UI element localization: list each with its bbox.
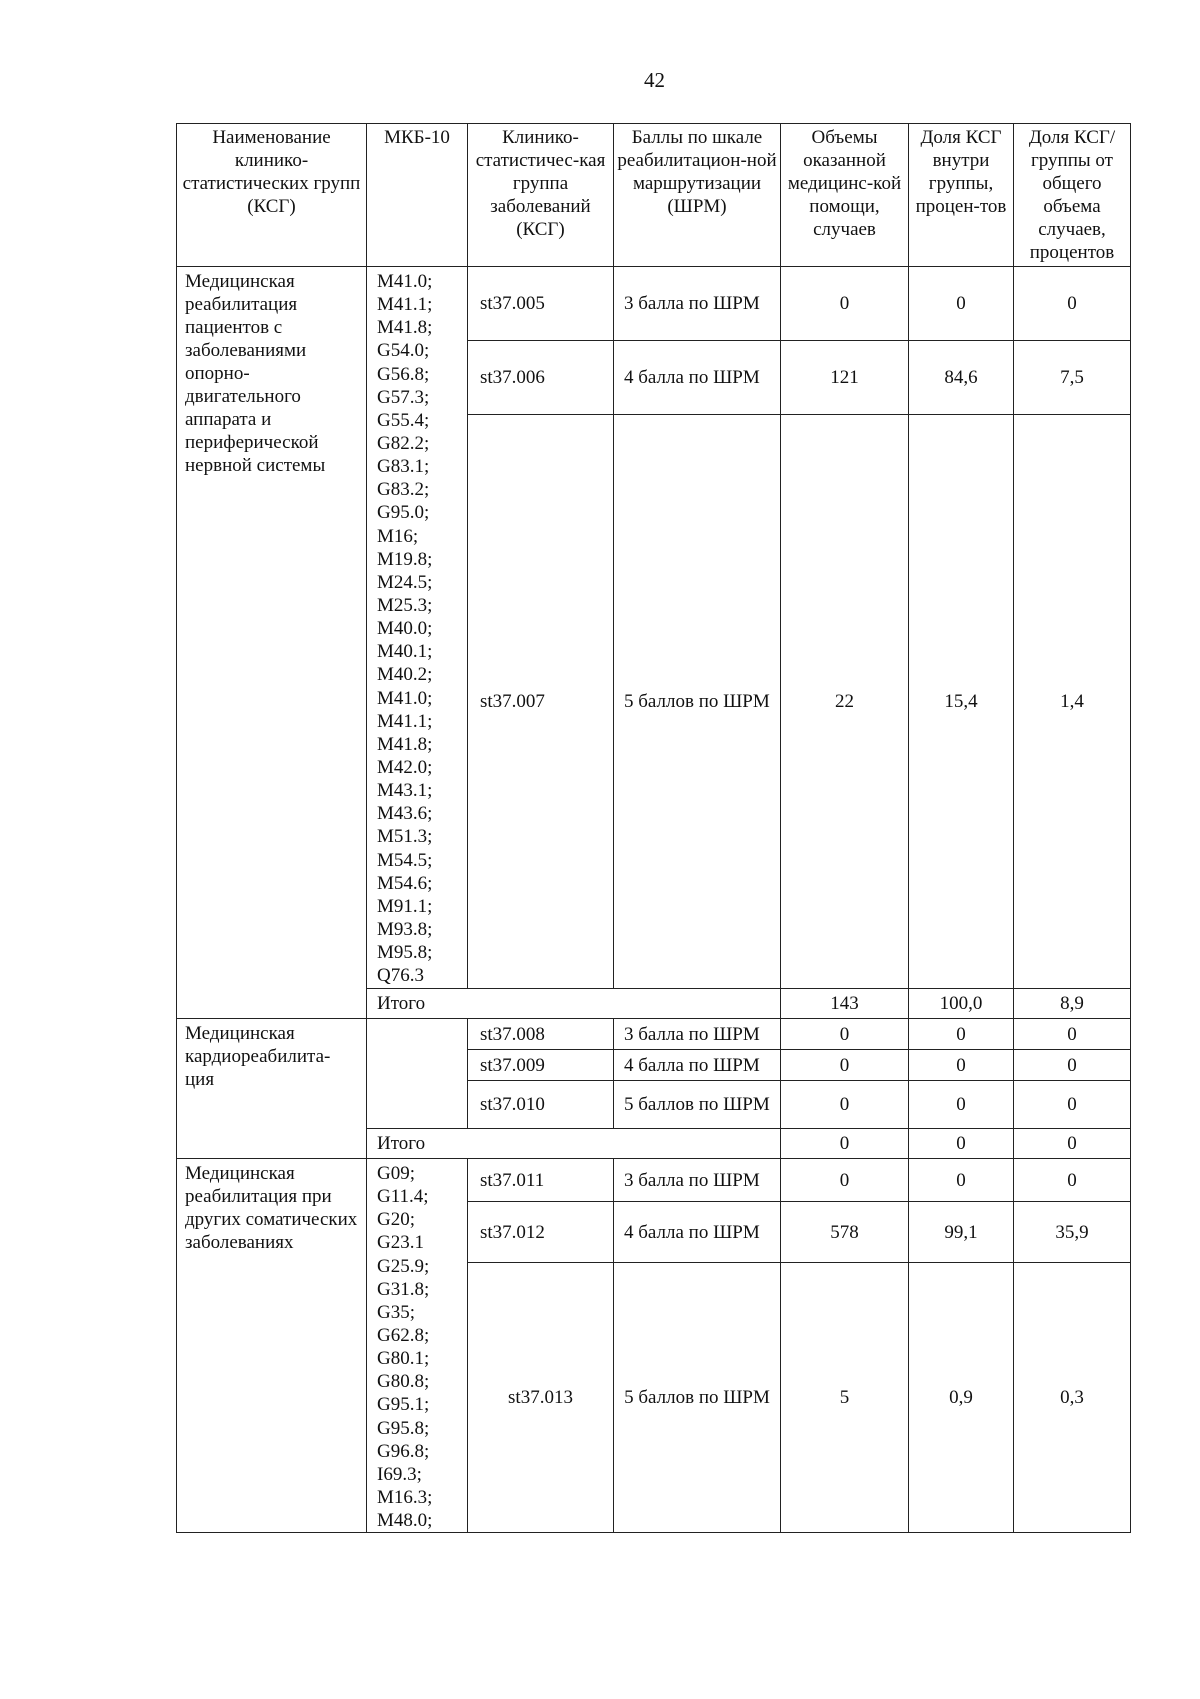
shrm-score: 4 балла по ШРМ bbox=[614, 1050, 781, 1081]
mkb-code: I69.3; bbox=[377, 1463, 422, 1485]
mkb-code: G31.8; bbox=[377, 1278, 430, 1300]
total-volume: 143 bbox=[781, 989, 909, 1019]
mkb-code: G83.2; bbox=[377, 479, 430, 501]
mkb-code: G83.1; bbox=[377, 456, 430, 478]
ksg-code: st37.012 bbox=[468, 1202, 614, 1263]
ksg-code: st37.008 bbox=[468, 1019, 614, 1050]
header-share-group: Доля КСГ внутри группы, процен-тов bbox=[909, 124, 1014, 267]
mkb-code: G57.3; bbox=[377, 386, 430, 408]
mkb-code: M41.0; bbox=[377, 271, 433, 292]
mkb-code: M51.3; bbox=[377, 826, 433, 848]
mkb-code: M40.2; bbox=[377, 664, 433, 686]
shrm-score: 3 балла по ШРМ bbox=[614, 1019, 781, 1050]
shrm-score: 5 баллов по ШРМ bbox=[614, 415, 781, 989]
mkb-code: M16; bbox=[377, 525, 419, 547]
mkb-code: M24.5; bbox=[377, 571, 433, 593]
mkb-code: G23.1 bbox=[377, 1232, 424, 1254]
volume-cell: 121 bbox=[781, 341, 909, 415]
mkb-code: M41.1; bbox=[377, 294, 433, 316]
table-row bbox=[177, 267, 1131, 341]
ksg-code: st37.005 bbox=[468, 267, 614, 341]
ksg-code: st37.010 bbox=[468, 1081, 614, 1129]
share-total-cell: 0,3 bbox=[1014, 1262, 1131, 1532]
mkb-code: G95.0; bbox=[377, 502, 430, 524]
mkb-codes bbox=[367, 1019, 468, 1129]
total-volume: 0 bbox=[781, 1129, 909, 1159]
mkb-code: G11.4; bbox=[377, 1186, 429, 1208]
mkb-code: M93.8; bbox=[377, 918, 433, 940]
mkb-code: M54.5; bbox=[377, 849, 433, 871]
group-name: Медицинская кардиореабилита-ция bbox=[177, 1019, 367, 1159]
mkb-code: M95.8; bbox=[377, 942, 433, 964]
volume-cell: 0 bbox=[781, 1159, 909, 1202]
mkb-code: M19.8; bbox=[377, 548, 433, 570]
mkb-code: M40.1; bbox=[377, 641, 433, 663]
volume-cell: 0 bbox=[781, 1050, 909, 1081]
total-share-group: 100,0 bbox=[909, 989, 1014, 1019]
mkb-code: M40.0; bbox=[377, 618, 433, 640]
mkb-code: M41.8; bbox=[377, 733, 433, 755]
mkb-code: G09; bbox=[377, 1163, 415, 1184]
header-name: Наименование клинико-статистических групп (КСГ) bbox=[177, 124, 367, 267]
mkb-code: M43.1; bbox=[377, 780, 433, 802]
mkb-code: G55.4; bbox=[377, 409, 430, 431]
shrm-score: 3 балла по ШРМ bbox=[614, 1159, 781, 1202]
header-ksg: Клинико-статистичес-кая группа заболеваний (КСГ) bbox=[468, 124, 614, 267]
volume-cell: 578 bbox=[781, 1202, 909, 1263]
mkb-code: G82.2; bbox=[377, 432, 430, 454]
ksg-code: st37.006 bbox=[468, 341, 614, 415]
shrm-score: 4 балла по ШРМ bbox=[614, 341, 781, 415]
mkb-code: G80.1; bbox=[377, 1348, 430, 1370]
mkb-code: M42.0; bbox=[377, 756, 433, 778]
mkb-code: M48.0; bbox=[377, 1510, 433, 1532]
share-total-cell: 0 bbox=[1014, 1050, 1131, 1081]
mkb-code: M54.6; bbox=[377, 872, 433, 894]
mkb-code: G35; bbox=[377, 1301, 415, 1323]
total-label: Итого bbox=[367, 1129, 781, 1159]
share-total-cell: 0 bbox=[1014, 1081, 1131, 1129]
share-group-cell: 84,6 bbox=[909, 341, 1014, 415]
share-group-cell: 0 bbox=[909, 1019, 1014, 1050]
header-volume: Объемы оказанной медицинс-кой помощи, случаев bbox=[781, 124, 909, 267]
ksg-code: st37.011 bbox=[468, 1159, 614, 1202]
mkb-code: G56.8; bbox=[377, 363, 430, 385]
mkb-code: G95.8; bbox=[377, 1417, 430, 1439]
share-group-cell: 0,9 bbox=[909, 1262, 1014, 1532]
share-total-cell: 1,4 bbox=[1014, 415, 1131, 989]
group-name: Медицинская реабилитация при других соматических заболеваниях bbox=[177, 1159, 367, 1533]
share-group-cell: 0 bbox=[909, 1081, 1014, 1129]
mkb-code: M16.3; bbox=[377, 1486, 433, 1508]
shrm-score: 5 баллов по ШРМ bbox=[614, 1262, 781, 1532]
mkb-code: G62.8; bbox=[377, 1324, 430, 1346]
share-group-cell: 0 bbox=[909, 1159, 1014, 1202]
mkb-codes bbox=[367, 267, 468, 989]
table-row bbox=[177, 1159, 1131, 1202]
volume-cell: 0 bbox=[781, 1019, 909, 1050]
share-group-cell: 0 bbox=[909, 267, 1014, 341]
ksg-table bbox=[176, 123, 1131, 1533]
total-share-total: 8,9 bbox=[1014, 989, 1131, 1019]
mkb-code: G54.0; bbox=[377, 340, 430, 362]
share-total-cell: 35,9 bbox=[1014, 1202, 1131, 1263]
share-group-cell: 0 bbox=[909, 1050, 1014, 1081]
header-mkb: МКБ-10 bbox=[367, 124, 468, 267]
mkb-code: M91.1; bbox=[377, 895, 433, 917]
mkb-code: G25.9; bbox=[377, 1255, 430, 1277]
ksg-code: st37.007 bbox=[468, 415, 614, 989]
header-share-total: Доля КСГ/ группы от общего объема случаев, процентов bbox=[1014, 124, 1131, 267]
mkb-code: G20; bbox=[377, 1209, 415, 1231]
volume-cell: 0 bbox=[781, 1081, 909, 1129]
header-shrm: Баллы по шкале реабилитацион-ной маршрутизации (ШРМ) bbox=[614, 124, 781, 267]
shrm-score: 5 баллов по ШРМ bbox=[614, 1081, 781, 1129]
mkb-code: M41.1; bbox=[377, 710, 433, 732]
total-share-group: 0 bbox=[909, 1129, 1014, 1159]
share-total-cell: 0 bbox=[1014, 267, 1131, 341]
group-name: Медицинская реабилитация пациентов с заболеваниями опорно-двигательного аппарата и периферической нервной системы bbox=[177, 267, 367, 1019]
share-total-cell: 0 bbox=[1014, 1159, 1131, 1202]
ksg-code: st37.013 bbox=[468, 1262, 614, 1532]
header-row bbox=[177, 124, 1131, 267]
mkb-code: G80.8; bbox=[377, 1371, 430, 1393]
ksg-code: st37.009 bbox=[468, 1050, 614, 1081]
mkb-code: M25.3; bbox=[377, 594, 433, 616]
volume-cell: 22 bbox=[781, 415, 909, 989]
share-group-cell: 15,4 bbox=[909, 415, 1014, 989]
share-total-cell: 0 bbox=[1014, 1019, 1131, 1050]
volume-cell: 0 bbox=[781, 267, 909, 341]
mkb-code: G95.1; bbox=[377, 1394, 430, 1416]
shrm-score: 3 балла по ШРМ bbox=[614, 267, 781, 341]
share-group-cell: 99,1 bbox=[909, 1202, 1014, 1263]
page-number: 42 bbox=[644, 68, 665, 92]
mkb-code: G96.8; bbox=[377, 1440, 430, 1462]
total-share-total: 0 bbox=[1014, 1129, 1131, 1159]
table-row bbox=[177, 1019, 1131, 1050]
share-total-cell: 7,5 bbox=[1014, 341, 1131, 415]
mkb-code: M41.0; bbox=[377, 687, 433, 709]
volume-cell: 5 bbox=[781, 1262, 909, 1532]
mkb-code: M43.6; bbox=[377, 803, 433, 825]
total-label: Итого bbox=[367, 989, 781, 1019]
mkb-code: Q76.3 bbox=[377, 965, 424, 987]
mkb-code: M41.8; bbox=[377, 317, 433, 339]
shrm-score: 4 балла по ШРМ bbox=[614, 1202, 781, 1263]
mkb-codes bbox=[367, 1159, 468, 1533]
